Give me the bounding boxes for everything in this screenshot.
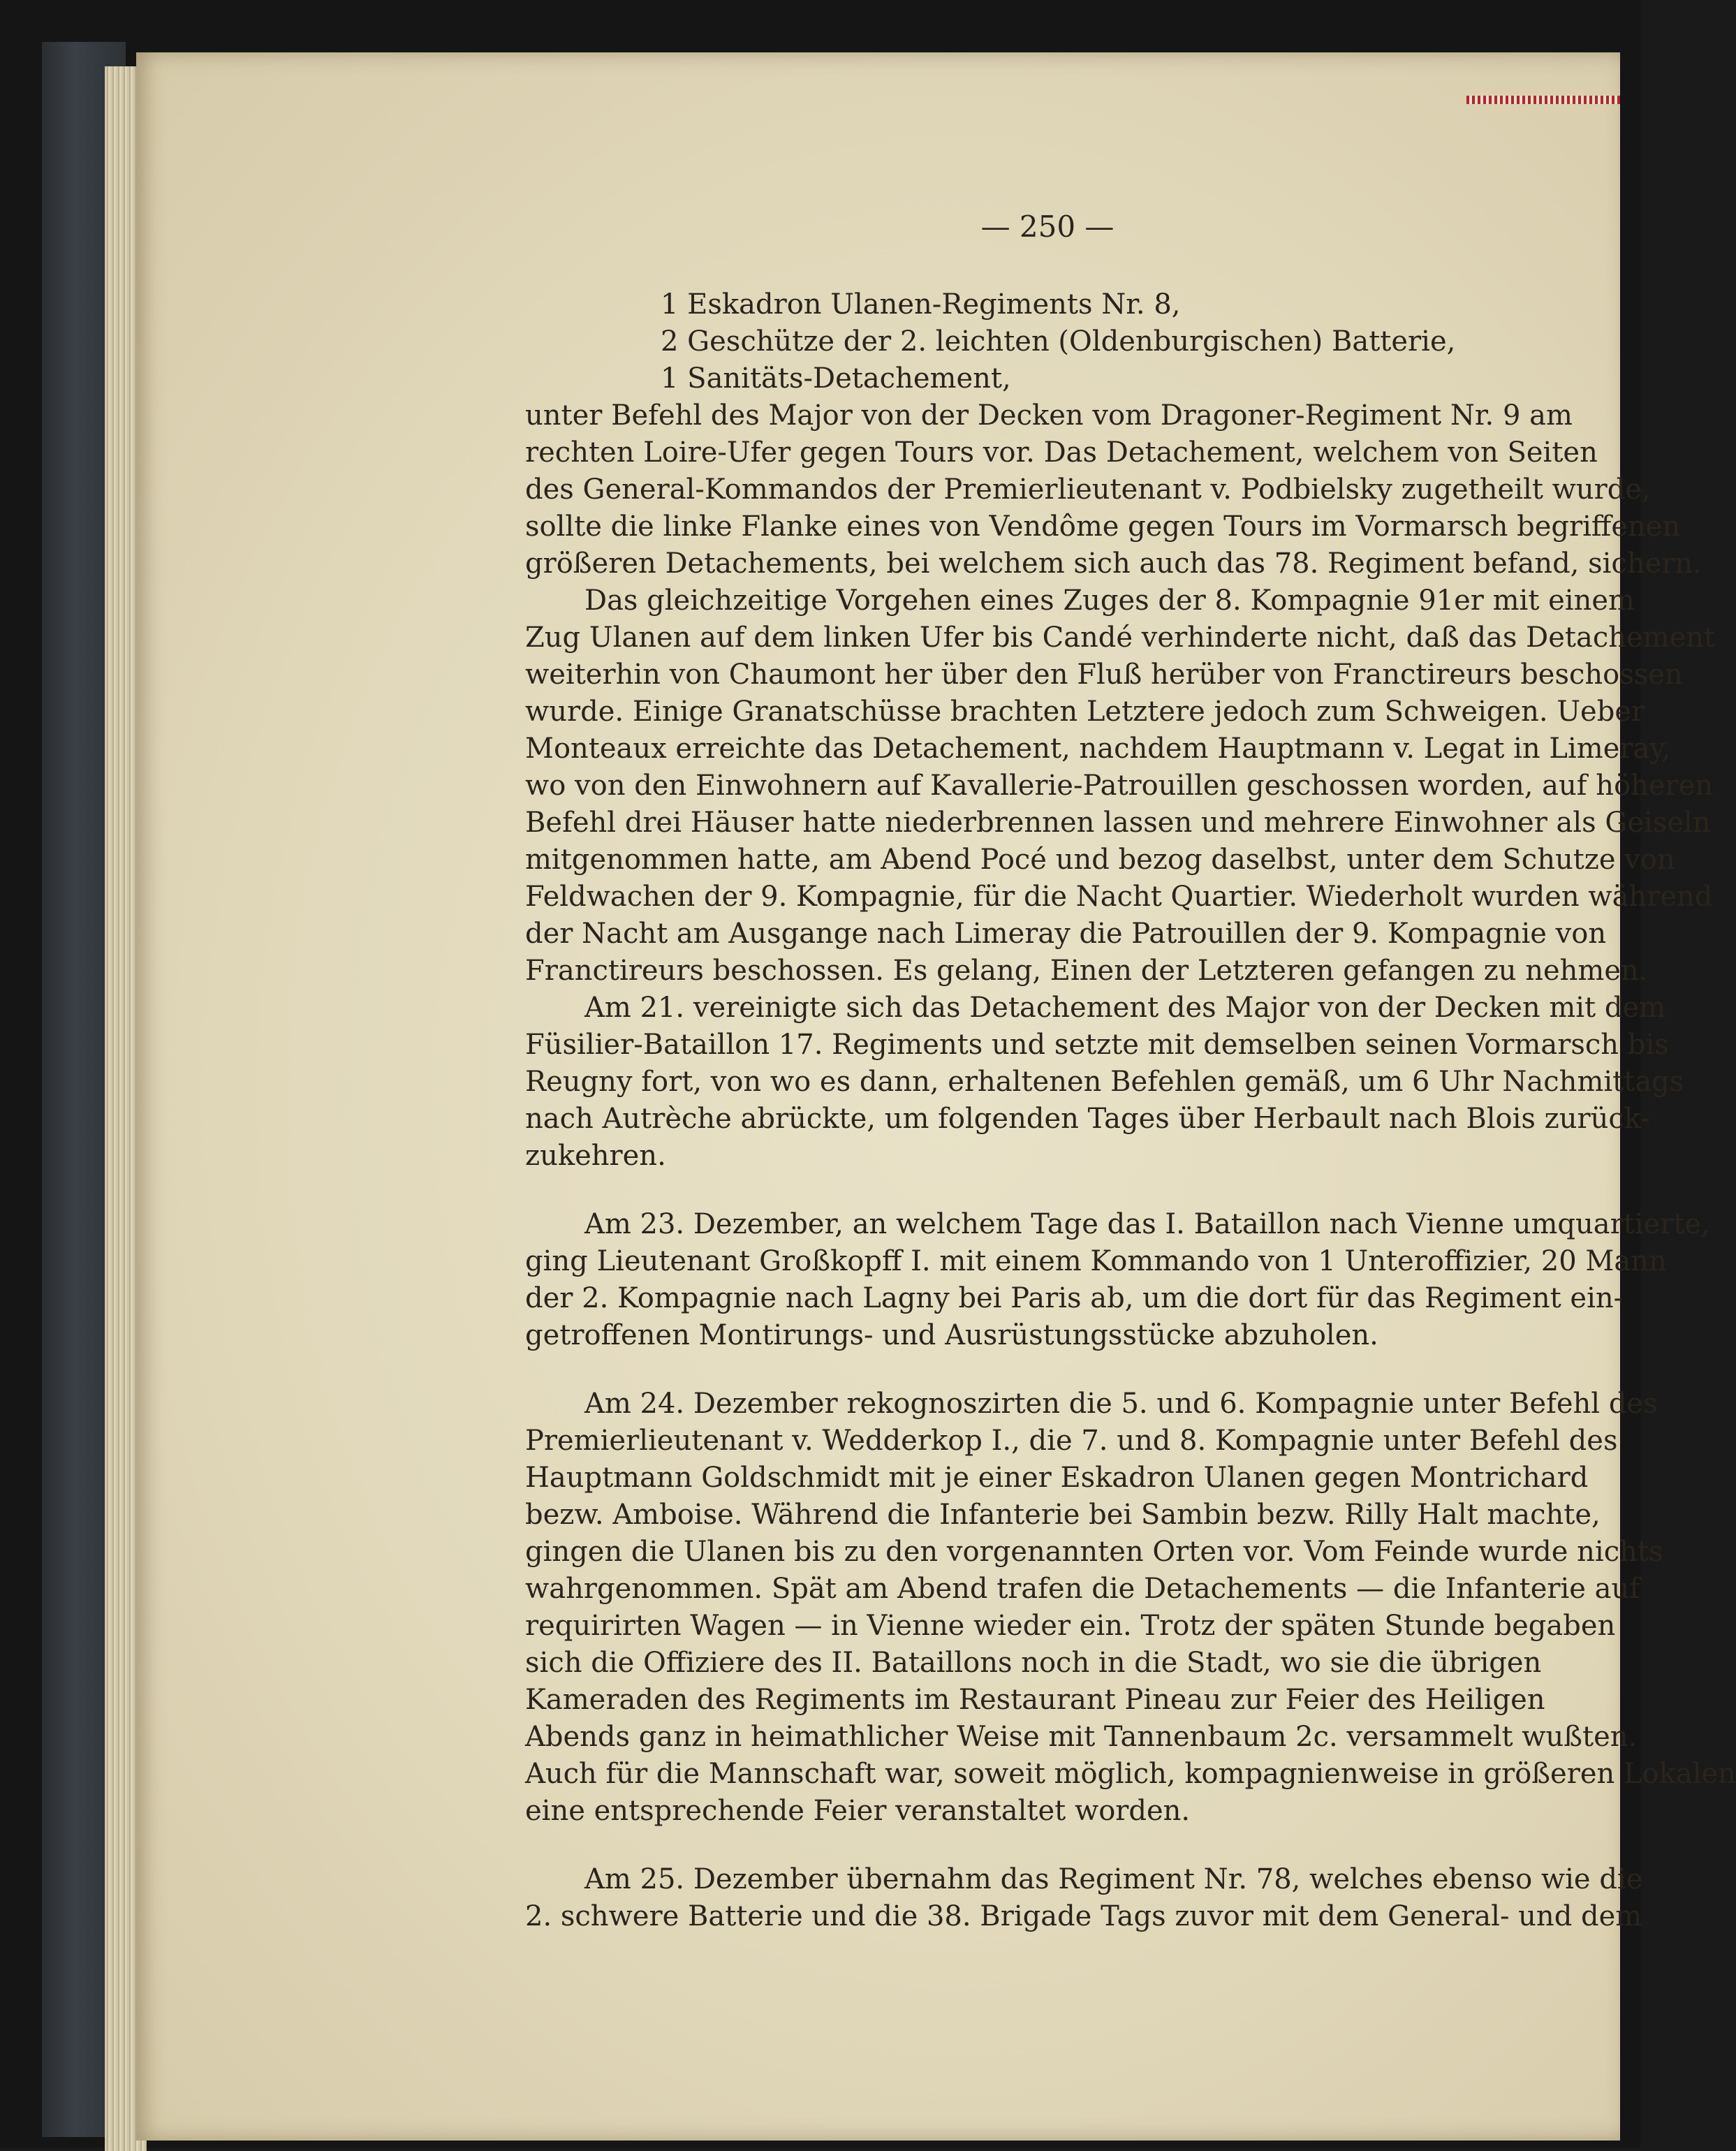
text-line: wahrgenommen. Spät am Abend trafen die Detachements — die Infanterie auf bbox=[525, 1573, 1640, 1605]
text-line: der Nacht am Ausgange nach Limeray die Patrouillen der 9. Kompagnie von bbox=[525, 918, 1607, 950]
text-line: Auch für die Mannschaft war, soweit möglich, kompagnienweise in größeren Lokalen bbox=[525, 1758, 1736, 1790]
text-line: nach Autrèche abrückte, um folgenden Tages über Herbault nach Blois zurück- bbox=[525, 1103, 1650, 1135]
text-line: ging Lieutenant Großkopff I. mit einem Kommando von 1 Unteroffizier, 20 Mann bbox=[525, 1245, 1667, 1277]
text-line: sich die Offiziere des II. Bataillons noch in die Stadt, wo sie die übrigen bbox=[525, 1647, 1542, 1679]
text-line: Feldwachen der 9. Kompagnie, für die Nacht Quartier. Wiederholt wurden während bbox=[525, 881, 1713, 913]
text-line: zukehren. bbox=[525, 1140, 666, 1172]
text-line: Am 25. Dezember übernahm das Regiment Nr. 78, welches ebenso wie die bbox=[584, 1863, 1643, 1895]
text-line: rechten Loire-Ufer gegen Tours vor. Das Detachement, welchem von Seiten bbox=[525, 436, 1598, 469]
text-line: 2. schwere Batterie und die 38. Brigade Tags zuvor mit dem General- und dem bbox=[525, 1900, 1642, 1932]
text-line: Franctireurs beschossen. Es gelang, Einen der Letzteren gefangen zu nehmen. bbox=[525, 955, 1648, 987]
text-line: requirirten Wagen — in Vienne wieder ein. Trotz der späten Stunde begaben bbox=[525, 1610, 1616, 1642]
text-line: Hauptmann Goldschmidt mit je einer Eskadron Ulanen gegen Montrichard bbox=[525, 1462, 1589, 1494]
text-line: unter Befehl des Major von der Decken vom Dragoner-Regiment Nr. 9 am bbox=[525, 399, 1573, 432]
text-line: weiterhin von Chaumont her über den Fluß herüber von Franctireurs beschossen bbox=[525, 659, 1683, 691]
text-line: sollte die linke Flanke eines von Vendôme gegen Tours im Vormarsch begriffenen bbox=[525, 511, 1681, 543]
text-line: Das gleichzeitige Vorgehen eines Zuges der 8. Kompagnie 91er mit einem bbox=[584, 585, 1635, 617]
text-line: Am 21. vereinigte sich das Detachement des Major von der Decken mit dem bbox=[584, 992, 1666, 1024]
text-line: eine entsprechende Feier veranstaltet worden. bbox=[525, 1795, 1191, 1827]
text-line: der 2. Kompagnie nach Lagny bei Paris ab, um die dort für das Regiment ein- bbox=[525, 1282, 1624, 1314]
text-line: des General-Kommandos der Premierlieutenant v. Podbielsky zugetheilt wurde, bbox=[525, 473, 1651, 506]
text-line: Reugny fort, von wo es dann, erhaltenen Befehlen gemäß, um 6 Uhr Nachmittags bbox=[525, 1066, 1684, 1098]
red-ribbon-mark bbox=[1466, 96, 1620, 104]
page-number: — 250 — bbox=[980, 210, 1115, 244]
text-line: Am 24. Dezember rekognoszirten die 5. und 6. Kompagnie unter Befehl des bbox=[584, 1388, 1658, 1420]
text-line: mitgenommen hatte, am Abend Pocé und bezog daselbst, unter dem Schutze von bbox=[525, 844, 1675, 876]
text-line: getroffenen Montirungs- und Ausrüstungsstücke abzuholen. bbox=[525, 1319, 1378, 1351]
text-line: Kameraden des Regiments im Restaurant Pineau zur Feier des Heiligen bbox=[525, 1684, 1545, 1716]
text-line: Zug Ulanen auf dem linken Ufer bis Candé verhinderte nicht, daß das Detachement bbox=[525, 622, 1716, 654]
text-line: Monteaux erreichte das Detachement, nachdem Hauptmann v. Legat in Limeray, bbox=[525, 733, 1671, 765]
text-line: Füsilier-Bataillon 17. Regiments und setzte mit demselben seinen Vormarsch bis bbox=[525, 1029, 1669, 1061]
text-line: wo von den Einwohnern auf Kavallerie-Patrouillen geschossen worden, auf höheren bbox=[525, 770, 1714, 802]
text-line: 1 Eskadron Ulanen-Regiments Nr. 8, bbox=[661, 288, 1181, 321]
text-line: 1 Sanitäts-Detachement, bbox=[661, 362, 1011, 395]
text-line: wurde. Einige Granatschüsse brachten Letztere jedoch zum Schweigen. Ueber bbox=[525, 696, 1645, 728]
text-line: Am 23. Dezember, an welchem Tage das I. Bataillon nach Vienne umquartierte, bbox=[584, 1208, 1710, 1240]
text-line: bezw. Amboise. Während die Infanterie bei Sambin bezw. Rilly Halt machte, bbox=[525, 1499, 1601, 1531]
text-line: Premierlieutenant v. Wedderkop I., die 7. und 8. Kompagnie unter Befehl des bbox=[525, 1425, 1618, 1457]
text-line: Befehl drei Häuser hatte niederbrennen lassen und mehrere Einwohner als Geiseln bbox=[525, 807, 1711, 839]
text-line: Abends ganz in heimathlicher Weise mit Tannenbaum 2c. versammelt wußten. bbox=[525, 1721, 1638, 1753]
text-line: 2 Geschütze der 2. leichten (Oldenburgischen) Batterie, bbox=[661, 325, 1456, 358]
text-line: größeren Detachements, bei welchem sich auch das 78. Regiment befand, sichern. bbox=[525, 548, 1702, 580]
text-line: gingen die Ulanen bis zu den vorgenannten Orten vor. Vom Feinde wurde nichts bbox=[525, 1536, 1663, 1568]
